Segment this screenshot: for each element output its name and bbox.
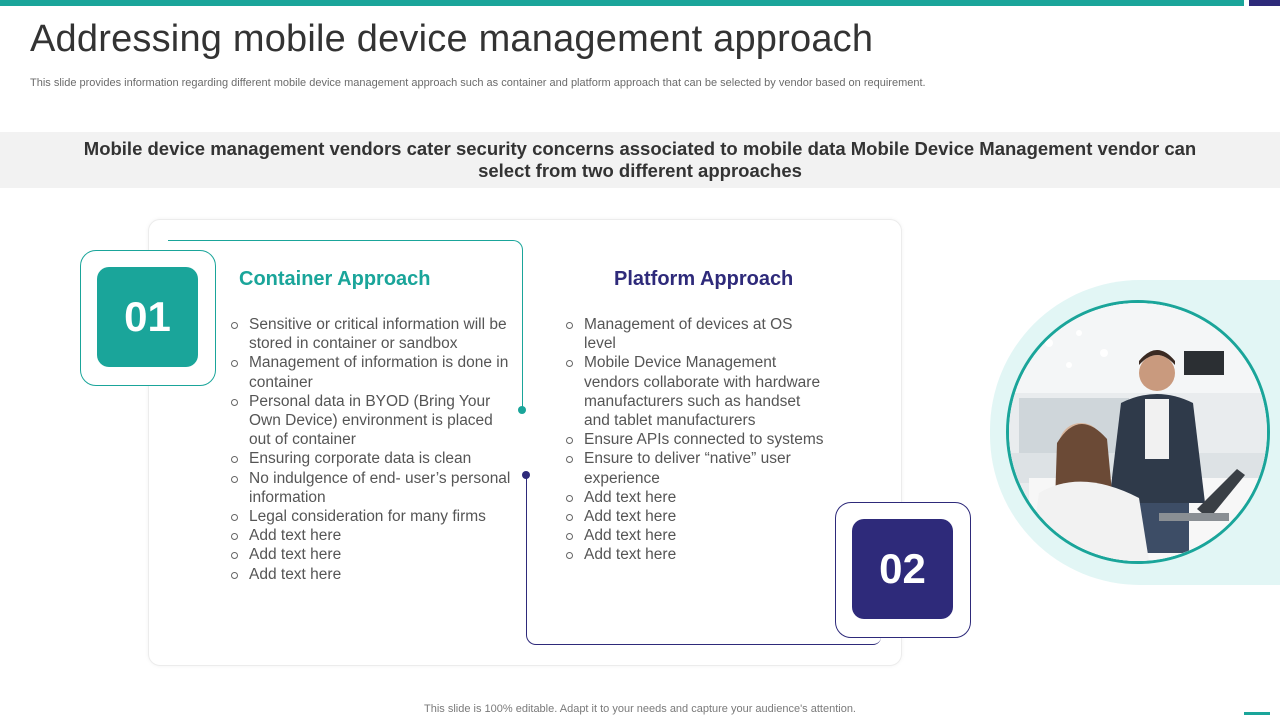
footer-note: This slide is 100% editable. Adapt it to your needs and capture your audience's attention.	[424, 703, 856, 715]
container-heading: Container Approach	[239, 268, 431, 290]
platform-number-badge	[835, 502, 971, 638]
footer-accent-line	[1244, 712, 1270, 715]
container-number-badge	[80, 250, 216, 386]
list-item: Ensure to deliver “native” user experience	[565, 449, 825, 487]
platform-bullet-list	[565, 315, 825, 565]
list-item: Mobile Device Management vendors collaborate with hardware manufacturers such as handset and tablet manufacturers	[565, 353, 825, 430]
banner-text: Mobile device management vendors cater security concerns associated to mobile data Mobile Device Management vendor can select from two different approaches	[83, 138, 1197, 181]
list-item: Add text here	[230, 545, 515, 564]
list-item: Ensure APIs connected to systems	[565, 430, 825, 449]
banner	[0, 132, 1280, 188]
list-item: Legal consideration for many firms	[230, 507, 515, 526]
list-item: No indulgence of end- user’s personal information	[230, 469, 515, 507]
slide-subtitle: This slide provides information regarding different mobile device management approach such as container and platform approach that can be selected by vendor based on requirement.	[30, 77, 926, 89]
slide-title: Addressing mobile device management approach	[30, 18, 874, 60]
list-item: Ensuring corporate data is clean	[230, 449, 515, 468]
list-item: Add text here	[565, 488, 825, 507]
container-bullet-list	[230, 315, 515, 584]
top-accent-bar-secondary	[1249, 0, 1280, 6]
list-item: Add text here	[230, 526, 515, 545]
container-number: 01	[97, 267, 198, 367]
list-item: Add text here	[230, 565, 515, 584]
office-people-photo	[1006, 300, 1270, 564]
list-item: Add text here	[565, 545, 825, 564]
platform-connector-dot	[522, 471, 530, 479]
list-item: Add text here	[565, 526, 825, 545]
office-people-photo-icon	[1009, 303, 1267, 561]
top-accent-bar	[0, 0, 1244, 6]
list-item: Management of devices at OS level	[565, 315, 825, 353]
container-connector-dot	[518, 406, 526, 414]
list-item: Management of information is done in container	[230, 353, 515, 391]
platform-number: 02	[852, 519, 953, 619]
platform-heading: Platform Approach	[614, 268, 794, 290]
list-item: Add text here	[565, 507, 825, 526]
list-item: Sensitive or critical information will be stored in container or sandbox	[230, 315, 515, 353]
list-item: Personal data in BYOD (Bring Your Own Device) environment is placed out of container	[230, 392, 515, 450]
